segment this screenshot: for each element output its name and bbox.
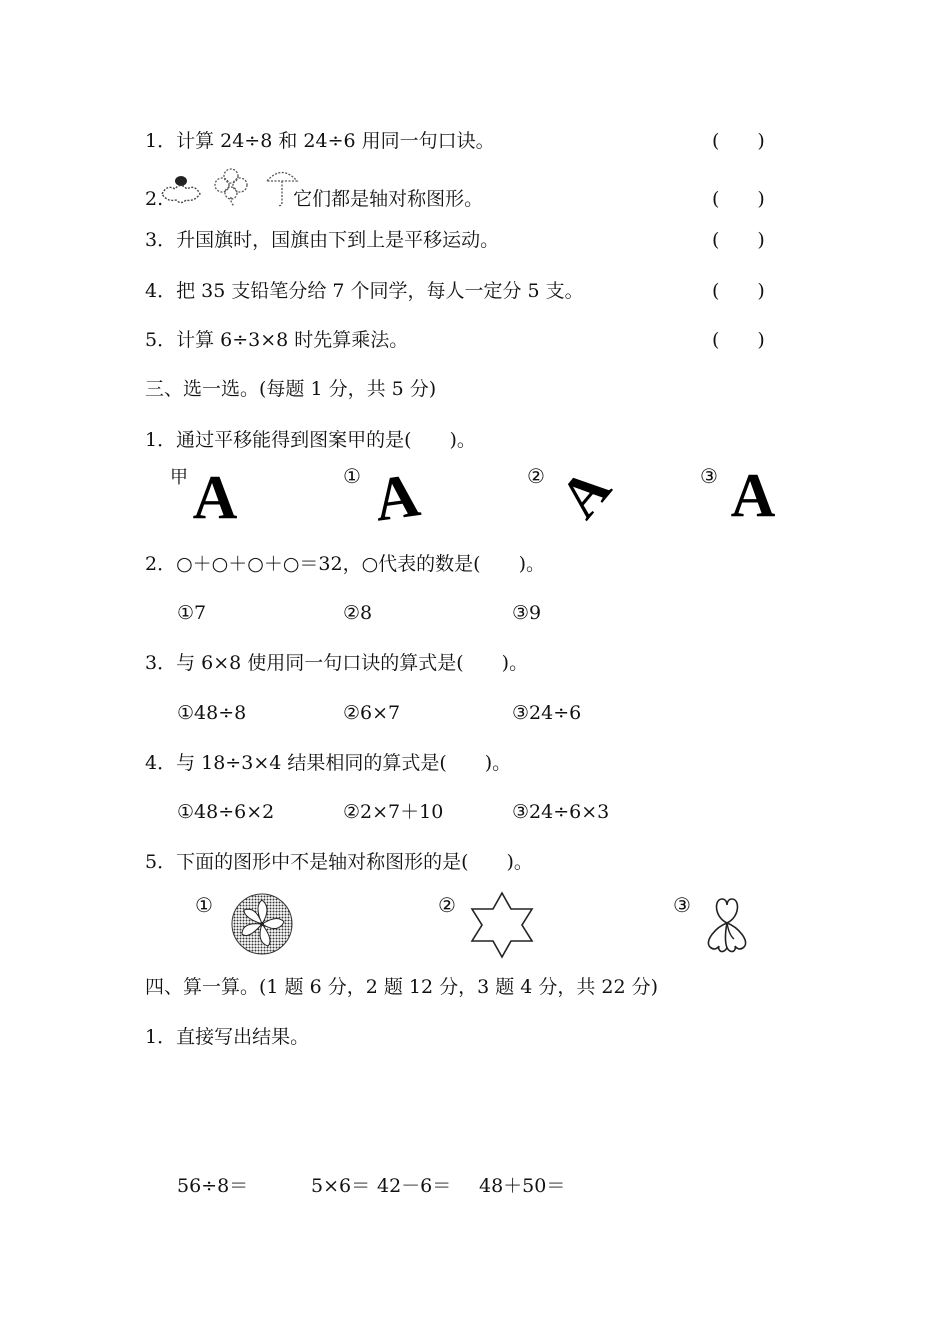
item-number: 2. <box>145 188 164 210</box>
option-3[interactable]: ③24÷6×3 <box>512 801 610 823</box>
option-label-2: ② <box>527 464 545 488</box>
judge-item-3: 3．升国旗时，国旗由下到上是平移运动。 <box>145 229 500 251</box>
calc-expression[interactable]: 56÷8＝ <box>177 1175 249 1197</box>
letter-a-glyph: A <box>192 464 238 532</box>
judge-item-2-text: 它们都是轴对称图形。 <box>293 188 484 210</box>
option-2[interactable]: ②2×7＋10 <box>343 801 444 823</box>
judge-item-5: 5．计算 6÷3×8 时先算乘法。 <box>145 329 409 351</box>
judge-item-4: 4．把 35 支铅笔分给 7 个同学，每人一定分 5 支。 <box>145 280 584 302</box>
option-2-letter-a-figure[interactable] <box>546 456 624 530</box>
letter-a-glyph: A <box>370 461 424 535</box>
choose-question-2: 2．○＋○＋○＋○＝32，○代表的数是( )。 <box>145 553 545 575</box>
answer-paren[interactable]: ( ) <box>712 280 765 302</box>
calc-question-1: 1．直接写出结果。 <box>145 1026 310 1048</box>
option-1[interactable]: ①48÷6×2 <box>177 801 275 823</box>
section-heading-choose: 三、选一选。(每题 1 分，共 5 分) <box>145 378 437 400</box>
answer-paren[interactable]: ( ) <box>712 229 765 251</box>
bauhinia-emblem-icon[interactable] <box>230 892 294 956</box>
option-label-2: ② <box>438 893 456 917</box>
letter-a-glyph: A <box>730 462 776 530</box>
umbrella-icon <box>264 164 300 210</box>
option-1[interactable]: ①48÷8 <box>177 702 247 724</box>
option-3[interactable]: ③9 <box>512 602 542 624</box>
choose-question-4: 4．与 18÷3×4 结果相同的算式是( )。 <box>145 752 512 774</box>
answer-paren[interactable]: ( ) <box>712 329 765 351</box>
judge-item-1: 1．计算 24÷8 和 24÷6 用同一句口诀。 <box>145 130 495 152</box>
choose-question-1: 1．通过平移能得到图案甲的是( )。 <box>145 429 476 451</box>
letter-a-figure-original <box>190 464 240 532</box>
option-2[interactable]: ②8 <box>343 602 373 624</box>
option-1-letter-a-figure[interactable] <box>370 461 424 535</box>
three-leaf-clover-icon[interactable] <box>696 893 758 955</box>
section-heading-calc: 四、算一算。(1 题 6 分，2 题 12 分，3 题 4 分，共 22 分) <box>145 976 659 998</box>
option-label-1: ① <box>195 893 213 917</box>
choose-question-3: 3．与 6×8 使用同一句口诀的算式是( )。 <box>145 652 529 674</box>
flower-icon <box>158 172 204 206</box>
letter-a-glyph: A <box>546 456 624 530</box>
clover-icon <box>212 166 250 208</box>
calc-expression[interactable]: 42－6＝ <box>377 1175 452 1197</box>
figure-label-jia: 甲 <box>170 467 188 488</box>
option-2[interactable]: ②6×7 <box>343 702 401 724</box>
option-3[interactable]: ③24÷6 <box>512 702 582 724</box>
calc-expression[interactable]: 48＋50＝ <box>479 1175 566 1197</box>
choose-question-5: 5．下面的图形中不是轴对称图形的是( )。 <box>145 851 533 873</box>
option-3-letter-a-figure[interactable] <box>728 462 778 530</box>
option-1[interactable]: ①7 <box>177 602 207 624</box>
calc-expression[interactable]: 5×6＝ <box>311 1175 371 1197</box>
option-label-3: ③ <box>700 464 718 488</box>
option-label-1: ① <box>343 464 361 488</box>
answer-paren[interactable]: ( ) <box>712 188 765 210</box>
six-pointed-star-icon[interactable] <box>466 890 538 960</box>
answer-paren[interactable]: ( ) <box>712 130 765 152</box>
option-label-3: ③ <box>673 893 691 917</box>
